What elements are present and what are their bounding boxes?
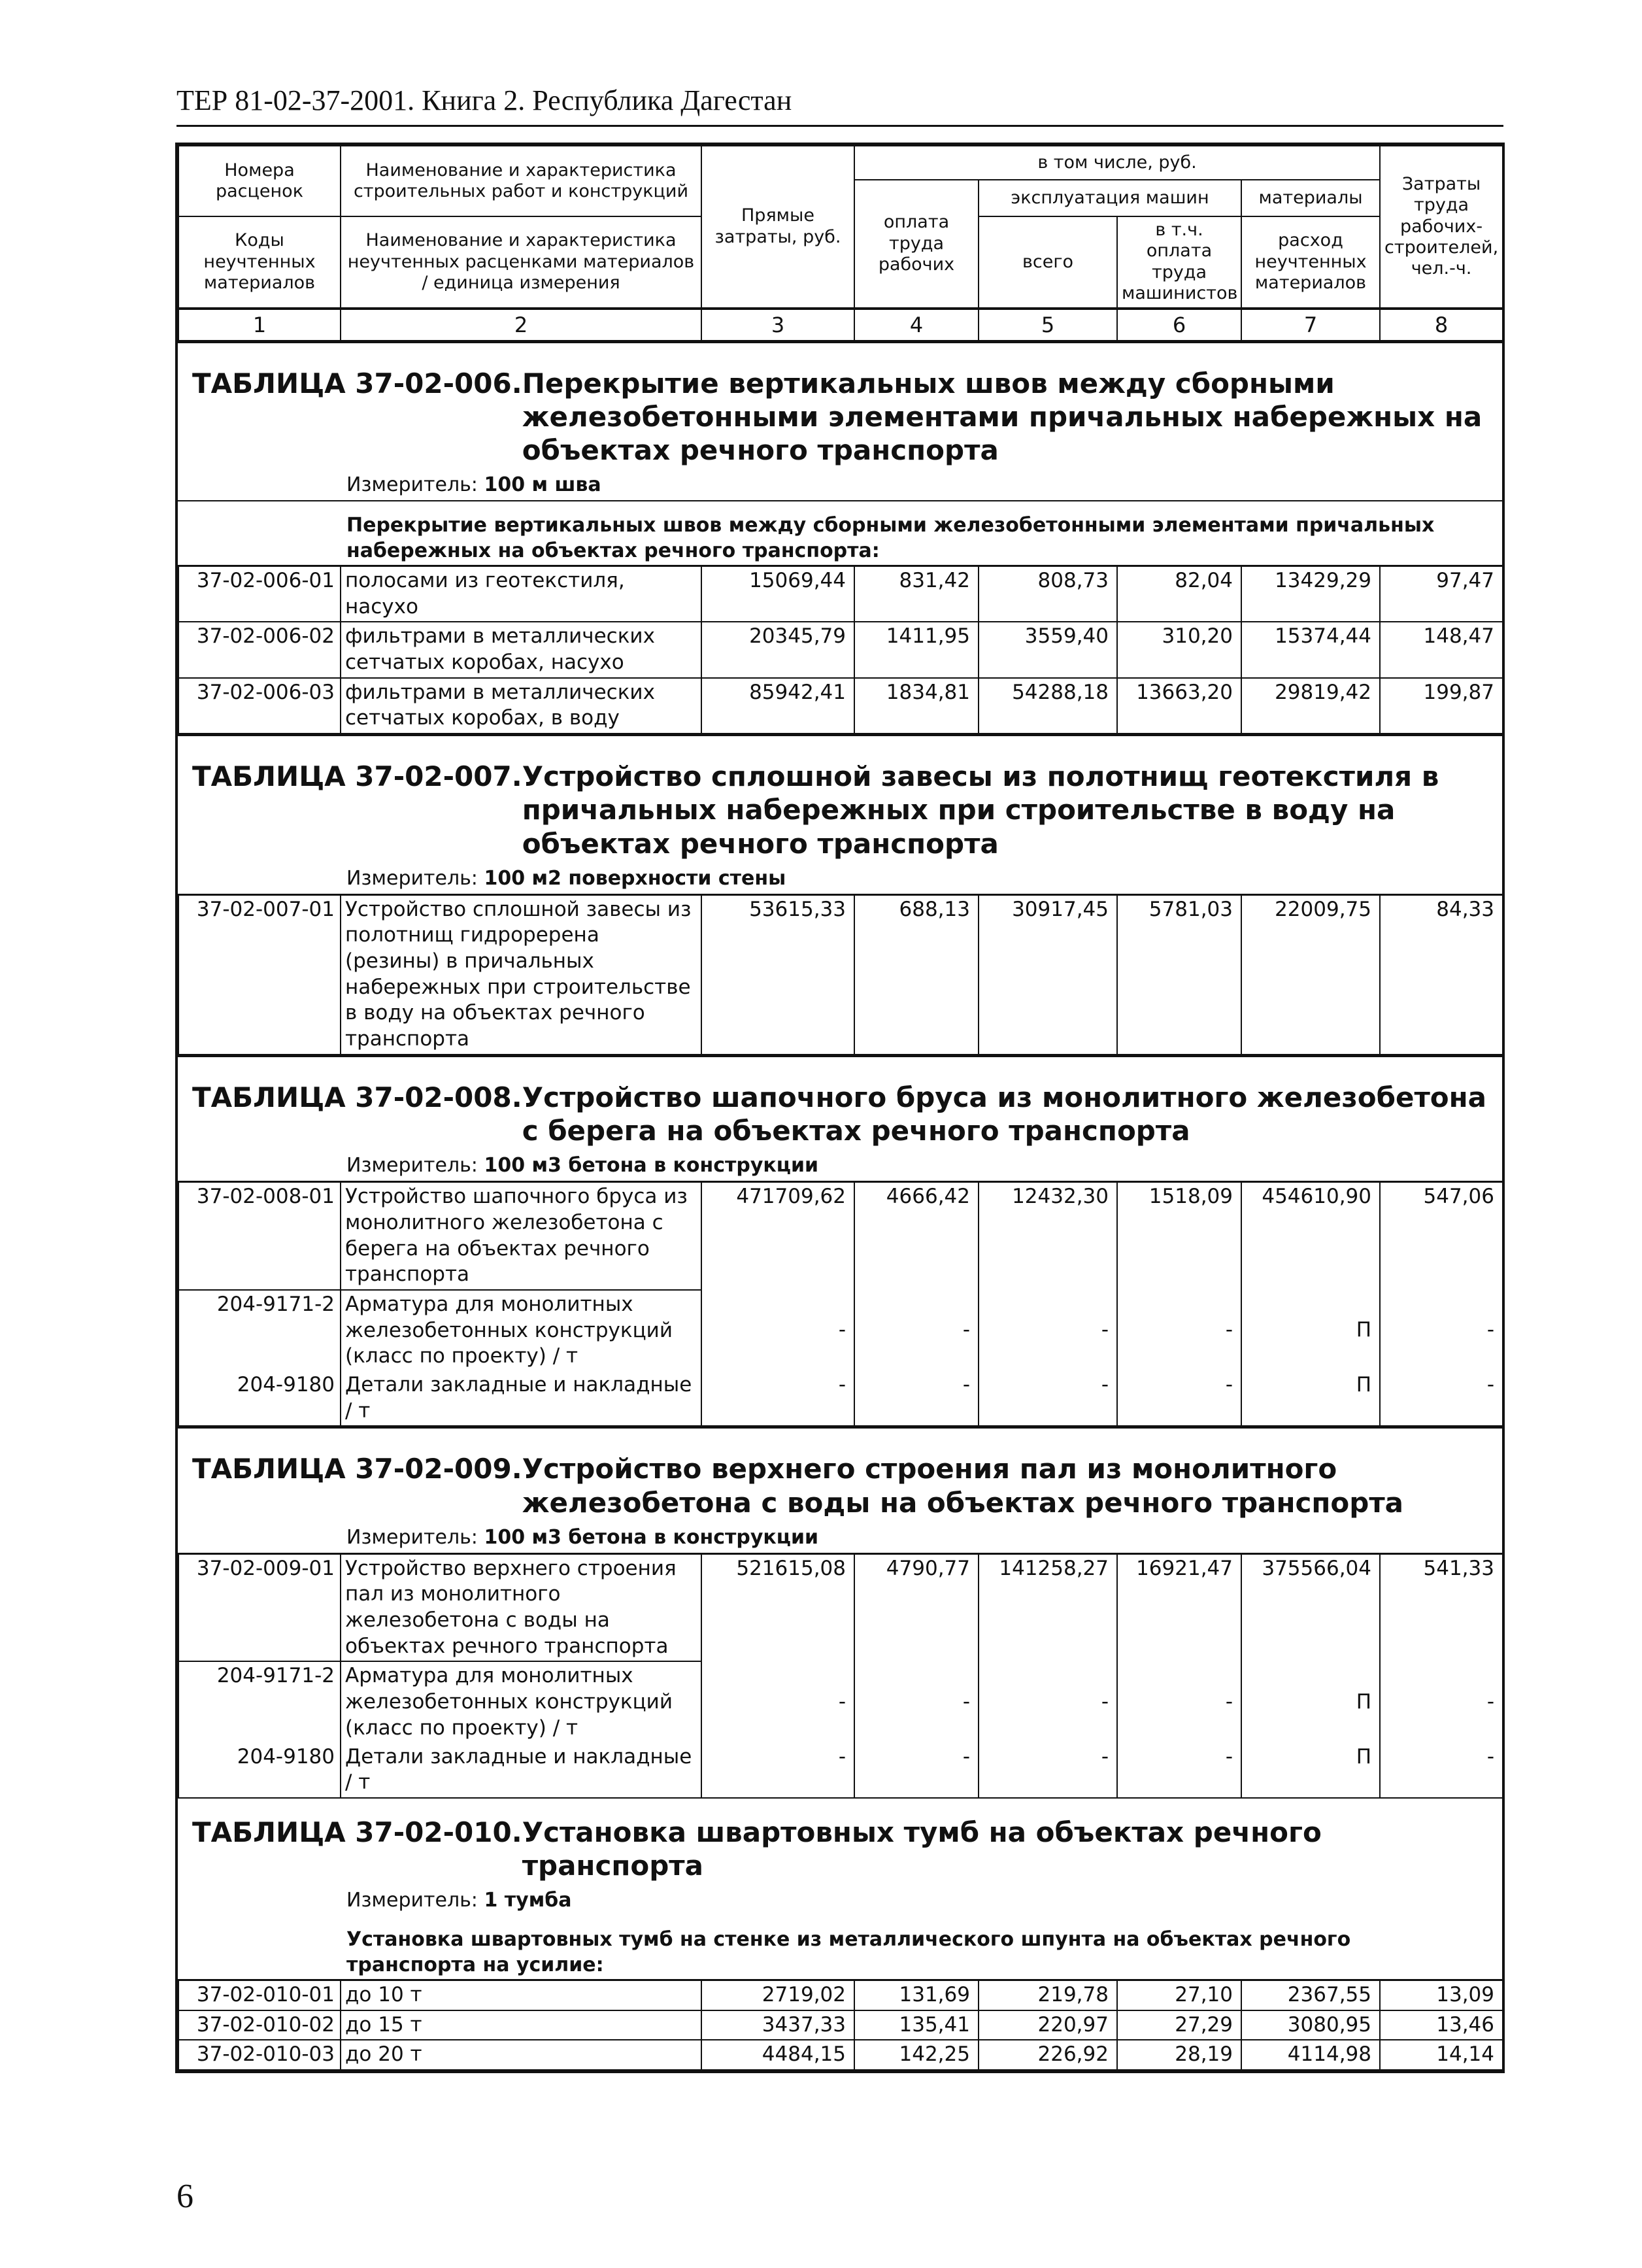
header-machines-total: всего — [979, 216, 1117, 308]
materials-cost: 2367,55 — [1241, 1980, 1380, 2010]
column-number: 1 — [178, 309, 341, 341]
table-row — [178, 2010, 1503, 2040]
direct-costs: 521615,08 — [701, 1553, 854, 1661]
machines-total: 12432,30 — [979, 1182, 1117, 1290]
section-rows — [178, 1979, 1503, 2071]
materials-cost: 4114,98 — [1241, 2040, 1380, 2070]
section-heading: Установка швартовных тумб на объектах речного транспорта — [522, 1816, 1322, 1882]
section-37-02-007 — [178, 734, 1502, 1055]
materials-cost: 375566,04 — [1241, 1553, 1380, 1661]
rate-name: Устройство сплошной завесы из полотнищ гидроререна (резины) в причальных набережных при строительстве в воду на объектах речного транспорта — [341, 894, 701, 1055]
section-title — [178, 1057, 1502, 1147]
labor-costs: 14,14 — [1380, 2040, 1503, 2070]
materials-cost: 454610,90 — [1241, 1182, 1380, 1290]
column-number: 5 — [979, 309, 1117, 341]
table-row — [178, 566, 1503, 622]
column-number: 4 — [854, 309, 979, 341]
machines-total: - — [979, 1743, 1117, 1798]
worker-pay: - — [854, 1371, 979, 1426]
machines-total: 3559,40 — [979, 622, 1117, 677]
header-worker-pay: оплата труда рабочих — [854, 180, 979, 308]
direct-costs: 53615,33 — [701, 894, 854, 1055]
rate-name: фильтрами в металлических сетчатых коробах, насухо — [341, 622, 701, 677]
rate-code: 37-02-010-02 — [178, 2010, 341, 2040]
section-37-02-009 — [178, 1427, 1502, 1799]
materials-cost: П — [1241, 1661, 1380, 1742]
column-numbers — [178, 309, 1503, 341]
direct-costs: 85942,41 — [701, 678, 854, 734]
section-37-02-010 — [178, 1799, 1502, 2071]
rate-name: Устройство шапочного бруса из монолитного железобетона с берега на объектах речного транспорта — [341, 1182, 701, 1290]
materials-cost: 13429,29 — [1241, 566, 1380, 622]
section-rows — [178, 565, 1503, 734]
header-material-name: Наименование и характеристика неучтенных расценками материалов / единица измерения — [341, 216, 701, 308]
machines-total: - — [979, 1290, 1117, 1371]
section-intro: Перекрытие вертикальных швов между сборными железобетонными элементами причальных набережных на объектах речного транспорта: — [178, 500, 1502, 565]
section-title — [178, 736, 1502, 860]
header-including-group: в том числе, руб. — [854, 146, 1380, 180]
labor-costs: 148,47 — [1380, 622, 1503, 677]
worker-pay: - — [854, 1661, 979, 1742]
rate-code: 37-02-010-03 — [178, 2040, 341, 2070]
section-37-02-006 — [178, 341, 1502, 735]
worker-pay: 142,25 — [854, 2040, 979, 2070]
worker-pay: - — [854, 1290, 979, 1371]
section-label: ТАБЛИЦА 37-02-007. — [192, 760, 522, 793]
machines-total: 141258,27 — [979, 1553, 1117, 1661]
operator-pay: - — [1117, 1290, 1241, 1371]
worker-pay: 1411,95 — [854, 622, 979, 677]
section-title — [178, 1429, 1502, 1519]
rate-code: 37-02-008-01 — [178, 1182, 341, 1290]
direct-costs: - — [701, 1661, 854, 1742]
header-materials: материалы — [1241, 180, 1380, 216]
materials-cost: 22009,75 — [1241, 894, 1380, 1055]
machines-total: 219,78 — [979, 1980, 1117, 2010]
measure-label: Измеритель: — [346, 1889, 478, 1912]
labor-costs: 199,87 — [1380, 678, 1503, 734]
header-labor-costs: Затраты труда рабочих-строителей, чел.-ч. — [1380, 146, 1503, 308]
material-row — [178, 1371, 1503, 1426]
material-code: 204-9180 — [178, 1743, 341, 1798]
measure-value: 100 м2 поверхности стены — [484, 866, 786, 890]
direct-costs: 15069,44 — [701, 566, 854, 622]
worker-pay: 831,42 — [854, 566, 979, 622]
operator-pay: 82,04 — [1117, 566, 1241, 622]
header-unaccounted-codes: Коды неучтенных материалов — [178, 216, 341, 308]
section-measure — [178, 860, 1502, 894]
machines-total: - — [979, 1371, 1117, 1426]
table-header — [178, 145, 1503, 309]
table-row — [178, 1553, 1503, 1661]
worker-pay: - — [854, 1743, 979, 1798]
machines-total: 808,73 — [979, 566, 1117, 622]
machines-total: - — [979, 1661, 1117, 1742]
measure-value: 100 м3 бетона в конструкции — [484, 1154, 819, 1177]
labor-costs: 97,47 — [1380, 566, 1503, 622]
section-label: ТАБЛИЦА 37-02-006. — [192, 367, 522, 399]
materials-cost: П — [1241, 1371, 1380, 1426]
table-row — [178, 2040, 1503, 2070]
machines-total: 220,97 — [979, 2010, 1117, 2040]
table-row — [178, 1980, 1503, 2010]
labor-costs: 547,06 — [1380, 1182, 1503, 1290]
material-name: Детали закладные и накладные / т — [341, 1371, 701, 1426]
operator-pay: 310,20 — [1117, 622, 1241, 677]
worker-pay: 135,41 — [854, 2010, 979, 2040]
materials-cost: 3080,95 — [1241, 2010, 1380, 2040]
rate-name: Устройство верхнего строения пал из монолитного железобетона с воды на объектах речного транспорта — [341, 1553, 701, 1661]
operator-pay: 1518,09 — [1117, 1182, 1241, 1290]
section-37-02-008 — [178, 1055, 1502, 1427]
section-rows — [178, 1181, 1503, 1427]
header-material-consumption: расход неучтенных материалов — [1241, 216, 1380, 308]
table-row — [178, 894, 1503, 1055]
section-rows — [178, 894, 1503, 1055]
section-title — [178, 1799, 1502, 1882]
worker-pay: 1834,81 — [854, 678, 979, 734]
labor-costs: - — [1380, 1371, 1503, 1426]
labor-costs: 13,09 — [1380, 1980, 1503, 2010]
direct-costs: 3437,33 — [701, 2010, 854, 2040]
worker-pay: 688,13 — [854, 894, 979, 1055]
direct-costs: - — [701, 1290, 854, 1371]
rate-name: полосами из геотекстиля, насухо — [341, 566, 701, 622]
worker-pay: 4790,77 — [854, 1553, 979, 1661]
section-measure — [178, 1519, 1502, 1553]
rate-name: фильтрами в металлических сетчатых коробах, в воду — [341, 678, 701, 734]
section-label: ТАБЛИЦА 37-02-008. — [192, 1081, 522, 1113]
rate-code: 37-02-006-03 — [178, 678, 341, 734]
operator-pay: 27,10 — [1117, 1980, 1241, 2010]
measure-label: Измеритель: — [346, 1154, 478, 1177]
material-name: Арматура для монолитных железобетонных конструкций (класс по проекту) / т — [341, 1290, 701, 1371]
material-code: 204-9180 — [178, 1371, 341, 1426]
direct-costs: 2719,02 — [701, 1980, 854, 2010]
rate-code: 37-02-009-01 — [178, 1553, 341, 1661]
section-heading: Перекрытие вертикальных швов между сборными железобетонными элементами причальных набережных на объектах речного транспорта — [522, 367, 1483, 467]
materials-cost: 29819,42 — [1241, 678, 1380, 734]
material-code: 204-9171-2 — [178, 1290, 341, 1371]
materials-cost: П — [1241, 1290, 1380, 1371]
header-machines: эксплуатация машин — [979, 180, 1241, 216]
material-name: Арматура для монолитных железобетонных конструкций (класс по проекту) / т — [341, 1661, 701, 1742]
page-header: ТЕР 81-02-37-2001. Книга 2. Республика Дагестан — [176, 84, 1503, 127]
header-operator-pay: в т.ч. оплата труда машинистов — [1117, 216, 1241, 308]
rate-code: 37-02-006-01 — [178, 566, 341, 622]
materials-cost: 15374,44 — [1241, 622, 1380, 677]
section-heading: Устройство верхнего строения пал из монолитного железобетона с воды на объектах речного транспорта — [522, 1453, 1404, 1519]
measure-label: Измеритель: — [346, 473, 478, 497]
worker-pay: 4666,42 — [854, 1182, 979, 1290]
section-measure — [178, 1882, 1502, 1916]
material-row — [178, 1661, 1503, 1742]
machines-total: 54288,18 — [979, 678, 1117, 734]
measure-value: 100 м шва — [484, 473, 601, 497]
labor-costs: 84,33 — [1380, 894, 1503, 1055]
direct-costs: 4484,15 — [701, 2040, 854, 2070]
section-title — [178, 343, 1502, 467]
measure-label: Измеритель: — [346, 1525, 478, 1549]
material-code: 204-9171-2 — [178, 1661, 341, 1742]
column-number: 8 — [1380, 309, 1503, 341]
worker-pay: 131,69 — [854, 1980, 979, 2010]
measure-label: Измеритель: — [346, 866, 478, 890]
section-rows — [178, 1553, 1503, 1799]
section-intro: Установка швартовных тумб на стенке из металлического шпунта на объектах речного транспорта на усилие: — [346, 1928, 1351, 1976]
table-row — [178, 1182, 1503, 1290]
column-number: 3 — [701, 309, 854, 341]
page-number: 6 — [176, 2178, 193, 2215]
operator-pay: 28,19 — [1117, 2040, 1241, 2070]
rate-name: до 20 т — [341, 2040, 701, 2070]
labor-costs: 13,46 — [1380, 2010, 1503, 2040]
operator-pay: - — [1117, 1661, 1241, 1742]
machines-total: 226,92 — [979, 2040, 1117, 2070]
rate-name: до 15 т — [341, 2010, 701, 2040]
column-number: 2 — [341, 309, 701, 341]
header-rate-numbers: Номера расценок — [178, 146, 341, 216]
direct-costs: 471709,62 — [701, 1182, 854, 1290]
operator-pay: - — [1117, 1371, 1241, 1426]
direct-costs: - — [701, 1743, 854, 1798]
operator-pay: 5781,03 — [1117, 894, 1241, 1055]
column-number: 7 — [1241, 309, 1380, 341]
table-row — [178, 678, 1503, 734]
labor-costs: - — [1380, 1290, 1503, 1371]
measure-value: 1 тумба — [484, 1889, 572, 1912]
rate-code: 37-02-006-02 — [178, 622, 341, 677]
section-measure — [178, 1147, 1502, 1181]
header-direct-costs: Прямые затраты, руб. — [701, 146, 854, 308]
section-label: ТАБЛИЦА 37-02-009. — [192, 1453, 522, 1485]
section-measure — [178, 467, 1502, 500]
table-row — [178, 622, 1503, 677]
rate-code: 37-02-010-01 — [178, 1980, 341, 2010]
section-label: ТАБЛИЦА 37-02-010. — [192, 1816, 522, 1848]
section-heading: Устройство шапочного бруса из монолитного железобетона с берега на объектах речного транспорта — [522, 1081, 1487, 1147]
measure-value: 100 м3 бетона в конструкции — [484, 1525, 819, 1549]
material-row — [178, 1290, 1503, 1371]
column-number: 6 — [1117, 309, 1241, 341]
machines-total: 30917,45 — [979, 894, 1117, 1055]
operator-pay: 27,29 — [1117, 2010, 1241, 2040]
labor-costs: 541,33 — [1380, 1553, 1503, 1661]
section-heading: Устройство сплошной завесы из полотнищ геотекстиля в причальных набережных при строительстве в воду на объектах речного транспорта — [522, 760, 1439, 860]
price-table — [175, 143, 1505, 2073]
direct-costs: - — [701, 1371, 854, 1426]
labor-costs: - — [1380, 1661, 1503, 1742]
header-work-name: Наименование и характеристика строительных работ и конструкций — [341, 146, 701, 216]
operator-pay: - — [1117, 1743, 1241, 1798]
labor-costs: - — [1380, 1743, 1503, 1798]
material-name: Детали закладные и накладные / т — [341, 1743, 701, 1798]
materials-cost: П — [1241, 1743, 1380, 1798]
direct-costs: 20345,79 — [701, 622, 854, 677]
rate-code: 37-02-007-01 — [178, 894, 341, 1055]
rate-name: до 10 т — [341, 1980, 701, 2010]
operator-pay: 13663,20 — [1117, 678, 1241, 734]
operator-pay: 16921,47 — [1117, 1553, 1241, 1661]
material-row — [178, 1743, 1503, 1798]
